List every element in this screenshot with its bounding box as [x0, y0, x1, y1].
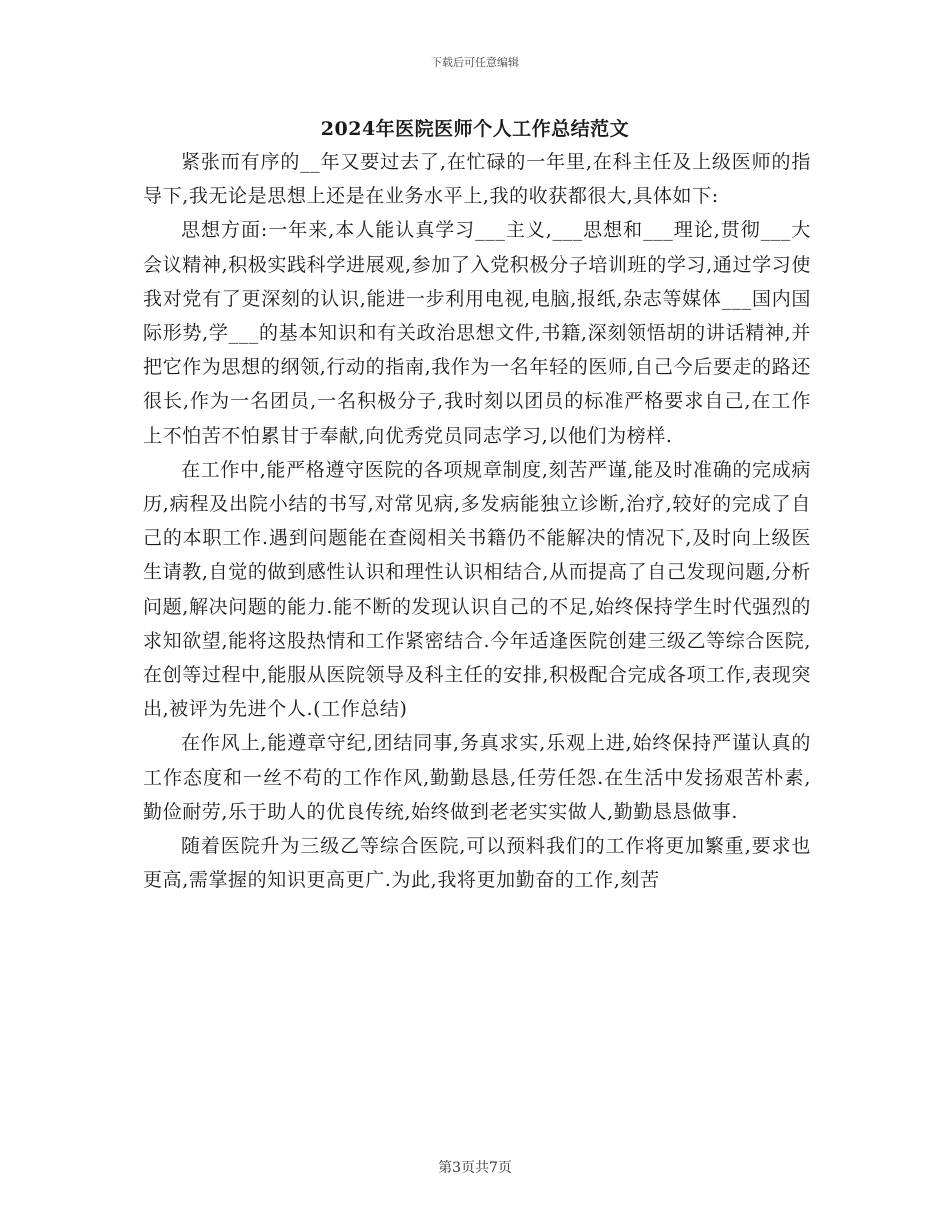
- paragraph-work: 在工作中,能严格遵守医院的各项规章制度,刻苦严谨,能及时准确的完成病历,病程及出院小结的书写,对常见病,多发病能独立诊断,治疗,较好的完成了自己的本职工作.遇到问题能在查阅相关书籍仍不能解决的情况下,及时向上级医生请教,自觉的做到感性认识和理性认识相结合,从而提高了自己发现问题,分析问题,解决问题的能力.能不断的发现认识自己的不足,始终保持学生时代强烈的求知欲望,能将这股热情和工作紧密结合.今年适逢医院创建三级乙等综合医院,在创等过程中,能服从医院领导及科主任的安排,积极配合完成各项工作,表现突出,被评为先进个人.(工作总结): [143, 458, 811, 721]
- paragraph-ideology: 思想方面:一年来,本人能认真学习___主义,___思想和___理论,贯彻___大会议精神,积极实践科学进展观,参加了入党积极分子培训班的学习,通过学习使我对党有了更深刻的认识,能进一步利用电视,电脑,报纸,杂志等媒体___国内国际形势,学___的基本知识和有关政治思想文件,书籍,深刻领悟胡的讲话精神,并把它作为思想的纲领,行动的指南,我作为一名年轻的医师,自己今后要走的路还很长,作为一名团员,一名积极分子,我时刻以团员的标准严格要求自己,在工作上不怕苦不怕累甘于奉献,向优秀党员同志学习,以他们为榜样.: [143, 219, 811, 447]
- paragraph-outlook: 随着医院升为三级乙等综合医院,可以预料我们的工作将更加繁重,要求也更高,需掌握的知识更高更广.为此,我将更加勤奋的工作,刻苦: [143, 835, 811, 892]
- document-body: [143, 145, 811, 897]
- page-header-note: 下载后可任意编辑: [431, 56, 519, 69]
- paragraph-intro: 紧张而有序的__年又要过去了,在忙碌的一年里,在科主任及上级医师的指导下,我无论是思想上还是在业务水平上,我的收获都很大,具体如下:: [143, 151, 811, 208]
- document-title: 2024年医院医师个人工作总结范文: [320, 118, 630, 140]
- paragraph-conduct: 在作风上,能遵章守纪,团结同事,务真求实,乐观上进,始终保持严谨认真的工作态度和一丝不苟的工作作风,勤勤恳恳,任劳任怨.在生活中发扬艰苦朴素,勤俭耐劳,乐于助人的优良传统,始终做到老老实实做人,勤勤恳恳做事.: [143, 732, 811, 823]
- page-number: 第3页共7页: [438, 1160, 512, 1176]
